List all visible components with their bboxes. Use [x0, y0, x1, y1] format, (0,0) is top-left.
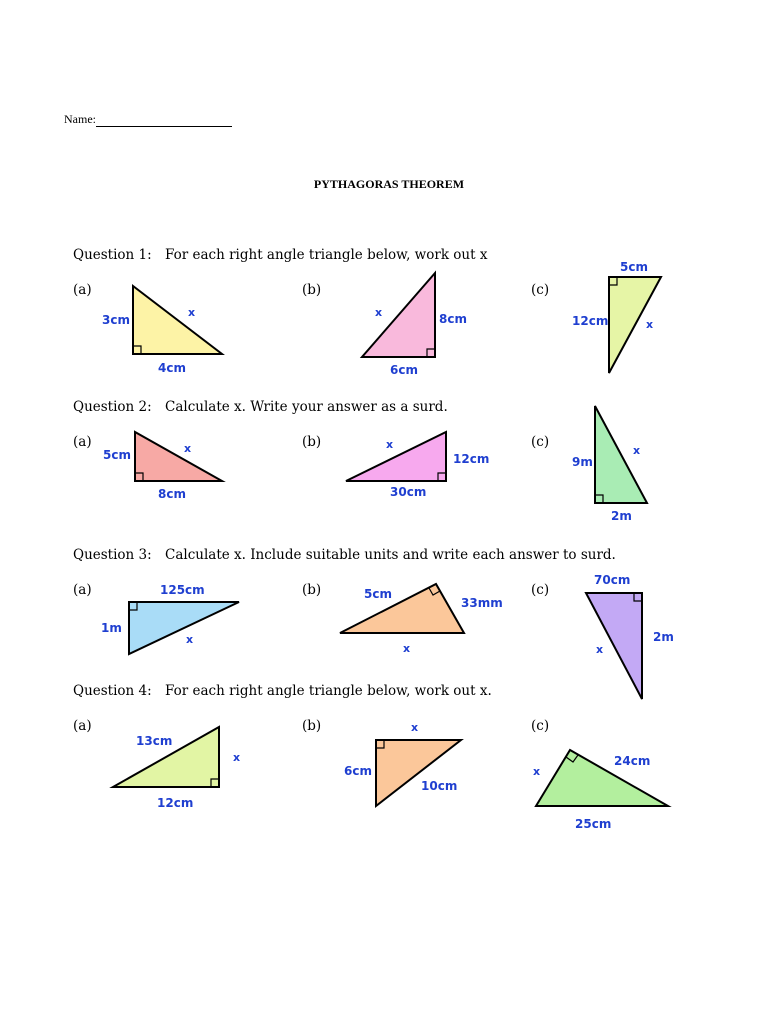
question-4-b-triangle: [344, 721, 461, 806]
question-1-part-a-label: (a): [73, 282, 92, 298]
question-3-part-a-label: (a): [73, 582, 92, 598]
question-2-number: Question 2:: [73, 399, 152, 415]
question-1-a-triangle: [102, 286, 222, 375]
q3c-label-top: 70cm: [594, 573, 631, 587]
q1c-label-top: 5cm: [620, 260, 648, 274]
q3b-label-side-1: 5cm: [364, 587, 392, 601]
q4c-label-side-1: x: [533, 765, 541, 778]
q4b-label-side: 6cm: [344, 764, 372, 778]
question-2-part-c-label: (c): [531, 434, 550, 450]
question-2-a-triangle: [103, 432, 222, 501]
q1a-label-side-1: 3cm: [102, 313, 130, 327]
question-4-part-a-label: (a): [73, 718, 92, 734]
q1b-label-base: 6cm: [390, 363, 418, 377]
q4b-label-hyp: 10cm: [421, 779, 458, 793]
q2c-label-base: 2m: [611, 509, 632, 523]
question-1-part-b-label: (b): [302, 282, 322, 298]
question-2-b-triangle: [346, 432, 489, 499]
q2a-label-hyp: x: [184, 442, 192, 455]
question-2-part-b-label: (b): [302, 434, 322, 450]
question-3-b-triangle: [340, 584, 503, 655]
q3a-label-top: 125cm: [160, 583, 205, 597]
q2c-label-side: 9m: [572, 455, 593, 469]
q3b-label-base: x: [403, 642, 411, 655]
question-4-text: For each right angle triangle below, work out x.: [165, 683, 492, 699]
question-4-part-c-label: (c): [531, 718, 550, 734]
q2b-label-side: 12cm: [453, 452, 490, 466]
question-1-b-triangle: [362, 273, 467, 377]
question-1-part-c-label: (c): [531, 282, 550, 298]
q4c-label-side-2: 24cm: [614, 754, 651, 768]
question-4-number: Question 4:: [73, 683, 152, 699]
q4b-label-top: x: [411, 721, 419, 734]
q4c-label-base: 25cm: [575, 817, 612, 831]
question-4-part-b-label: (b): [302, 718, 322, 734]
question-2-c-triangle: [572, 406, 647, 523]
q4a-label-side: x: [233, 751, 241, 764]
name-label: Name:: [64, 112, 96, 126]
q2c-label-hyp: x: [633, 444, 641, 457]
question-3-c-triangle: [586, 573, 674, 699]
q2a-label-side: 5cm: [103, 448, 131, 462]
question-4-a-triangle: [113, 727, 240, 810]
q2b-label-base: 30cm: [390, 485, 427, 499]
q1a-label-base: 4cm: [158, 361, 186, 375]
q1a-label-hyp: x: [188, 306, 196, 319]
question-2-text: Calculate x. Write your answer as a surd.: [165, 399, 448, 415]
q4a-label-base: 12cm: [157, 796, 194, 810]
question-1-text: For each right angle triangle below, work out x: [165, 247, 488, 263]
question-3-a-triangle: [101, 583, 239, 654]
q3a-label-side: 1m: [101, 621, 122, 635]
q1b-label-hyp: x: [375, 306, 383, 319]
q3b-label-side-2: 33mm: [461, 596, 503, 610]
question-4-c-triangle: [533, 750, 668, 831]
q1b-label-side: 8cm: [439, 312, 467, 326]
question-3-part-c-label: (c): [531, 582, 550, 598]
question-1-number: Question 1:: [73, 247, 152, 263]
question-2-part-a-label: (a): [73, 434, 92, 450]
question-1-c-triangle: [572, 260, 661, 373]
q2b-label-hyp: x: [386, 438, 394, 451]
question-3-number: Question 3:: [73, 547, 152, 563]
q2a-label-base: 8cm: [158, 487, 186, 501]
q3c-label-side: 2m: [653, 630, 674, 644]
q1c-label-hyp: x: [646, 318, 654, 331]
question-3-text: Calculate x. Include suitable units and write each answer to surd.: [165, 547, 616, 563]
q3c-label-hyp: x: [596, 643, 604, 656]
q1c-label-side: 12cm: [572, 314, 609, 328]
q3a-label-hyp: x: [186, 633, 194, 646]
worksheet-title: PYTHAGORAS THEOREM: [313, 177, 465, 191]
q4a-label-hyp: 13cm: [136, 734, 173, 748]
question-3-part-b-label: (b): [302, 582, 322, 598]
